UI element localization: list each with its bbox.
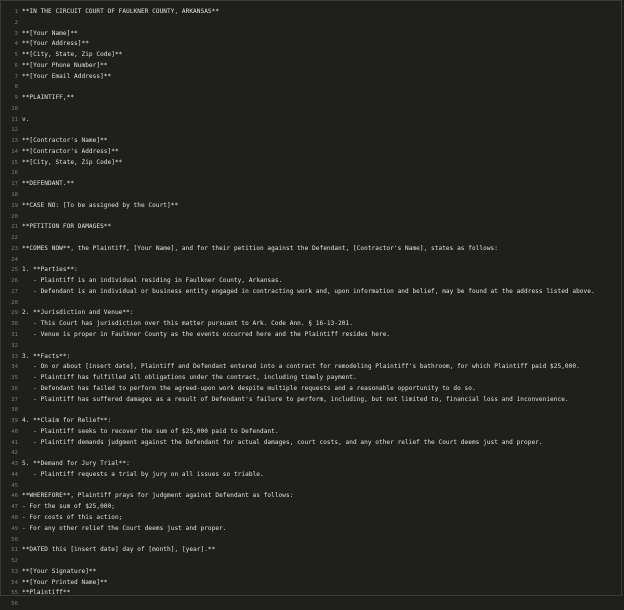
- code-line[interactable]: [1, 212, 621, 223]
- code-line[interactable]: [1, 93, 621, 104]
- line-number: 8: [14, 84, 18, 91]
- line-number: 16: [11, 170, 18, 177]
- line-number: 7: [14, 73, 18, 80]
- line-number: 36: [11, 385, 18, 392]
- line-number: 10: [11, 105, 18, 112]
- line-text[interactable]: **[Your Phone Number]**: [22, 61, 108, 69]
- line-text[interactable]: **DEFENDANT.**: [22, 180, 75, 188]
- line-number: 18: [11, 192, 18, 199]
- line-number: 26: [11, 278, 18, 285]
- line-text[interactable]: **[Your Email Address]**: [22, 72, 112, 80]
- code-line[interactable]: [1, 459, 621, 470]
- line-text[interactable]: 4. **Claim for Relief**:: [22, 417, 112, 425]
- code-line[interactable]: [1, 556, 621, 567]
- line-text[interactable]: **[Your Signature]**: [22, 567, 97, 575]
- line-text[interactable]: **PLAINTIFF,**: [22, 94, 75, 102]
- code-line[interactable]: [1, 72, 621, 83]
- code-line[interactable]: [1, 524, 621, 535]
- line-number: 4: [14, 41, 18, 48]
- code-line[interactable]: [1, 190, 621, 201]
- line-text[interactable]: **COMES NOW**, the Plaintiff, [Your Name], and for their petition against the Defendant, [Contractor's Name], states as follows:: [22, 244, 498, 252]
- line-number: 19: [11, 202, 18, 209]
- code-line[interactable]: [1, 50, 621, 61]
- code-line[interactable]: [1, 535, 621, 546]
- code-line[interactable]: [1, 513, 621, 524]
- line-number: 23: [11, 245, 18, 252]
- line-text[interactable]: - On or about [insert date], Plaintiff and Defendant entered into a contract for remodeling Plaintiff's bathroom, for which Plaintiff paid $25,000.: [22, 363, 580, 371]
- line-number: 12: [11, 127, 18, 134]
- line-text[interactable]: - Plaintiff requests a trial by jury on all issues so triable.: [22, 470, 264, 478]
- line-text[interactable]: **Plaintiff**: [22, 589, 71, 597]
- line-number: 50: [11, 536, 18, 543]
- line-number: 31: [11, 331, 18, 338]
- line-text[interactable]: **[Your Address]**: [22, 40, 89, 48]
- code-line[interactable]: [1, 448, 621, 459]
- code-line[interactable]: [1, 104, 621, 115]
- code-line[interactable]: [1, 147, 621, 158]
- code-line[interactable]: [1, 61, 621, 72]
- line-number: 15: [11, 159, 18, 166]
- line-number: 13: [11, 138, 18, 145]
- code-line[interactable]: [1, 405, 621, 416]
- line-text[interactable]: 2. **Jurisdiction and Venue**:: [22, 309, 134, 317]
- line-number: 45: [11, 482, 18, 489]
- code-line[interactable]: [1, 341, 621, 352]
- line-text[interactable]: 1. **Parties**:: [22, 266, 78, 274]
- code-line[interactable]: [1, 599, 621, 610]
- line-number: 27: [11, 288, 18, 295]
- line-text[interactable]: - This Court has jurisdiction over this matter pursuant to Ark. Code Ann. § 16-13-201.: [22, 320, 353, 328]
- line-number: 33: [11, 353, 18, 360]
- line-text[interactable]: - Plaintiff has fulfilled all obligations under the contract, including timely payment.: [22, 374, 357, 382]
- code-line[interactable]: [1, 588, 621, 599]
- line-number: 5: [14, 52, 18, 59]
- code-line[interactable]: [1, 158, 621, 169]
- code-line[interactable]: [1, 179, 621, 190]
- line-text[interactable]: **[Contractor's Address]**: [22, 147, 119, 155]
- code-line[interactable]: [1, 491, 621, 502]
- line-number: 40: [11, 428, 18, 435]
- line-number: 46: [11, 493, 18, 500]
- line-number: 41: [11, 439, 18, 446]
- code-line[interactable]: [1, 233, 621, 244]
- line-text[interactable]: 3. **Facts**:: [22, 352, 71, 360]
- line-text[interactable]: - Plaintiff is an individual residing in Faulkner County, Arkansas.: [22, 277, 283, 285]
- line-text[interactable]: - Venue is proper in Faulkner County as the events occurred here and the Plaintiff resides here.: [22, 330, 391, 338]
- line-number: 22: [11, 235, 18, 242]
- line-number: 28: [11, 299, 18, 306]
- code-line[interactable]: [1, 29, 621, 40]
- line-number: 47: [11, 504, 18, 511]
- line-number: 56: [11, 601, 18, 608]
- line-text[interactable]: - For any other relief the Court deems just and proper.: [22, 524, 227, 532]
- line-number: 43: [11, 461, 18, 468]
- line-text[interactable]: **[City, State, Zip Code]**: [22, 51, 123, 59]
- code-line[interactable]: [1, 373, 621, 384]
- code-line[interactable]: [1, 244, 621, 255]
- line-text[interactable]: **[Your Name]**: [22, 29, 78, 37]
- line-number: 3: [14, 30, 18, 37]
- line-number: 55: [11, 590, 18, 597]
- line-number: 39: [11, 418, 18, 425]
- code-line[interactable]: [1, 136, 621, 147]
- code-line[interactable]: [1, 201, 621, 212]
- line-number: 24: [11, 256, 18, 263]
- line-text[interactable]: - For the sum of $25,000;: [22, 503, 115, 511]
- line-number: 42: [11, 450, 18, 457]
- line-text[interactable]: 5. **Demand for Jury Trial**:: [22, 460, 130, 468]
- code-line[interactable]: [1, 276, 621, 287]
- code-line[interactable]: [1, 330, 621, 341]
- line-number: 51: [11, 547, 18, 554]
- code-line[interactable]: [1, 298, 621, 309]
- code-line[interactable]: [1, 470, 621, 481]
- code-line[interactable]: [1, 352, 621, 363]
- code-line[interactable]: [1, 395, 621, 406]
- code-line[interactable]: [1, 18, 621, 29]
- line-text[interactable]: v.: [22, 115, 30, 123]
- line-number: 54: [11, 579, 18, 586]
- code-line[interactable]: [1, 222, 621, 233]
- line-text[interactable]: **[Contractor's Name]**: [22, 137, 108, 145]
- code-line[interactable]: [1, 567, 621, 578]
- code-line[interactable]: [1, 502, 621, 513]
- line-number: 53: [11, 568, 18, 575]
- line-text[interactable]: - Defendant is an individual or business entity engaged in contracting work and, upon information and belief, may be found at the address listed above.: [22, 287, 595, 295]
- code-line[interactable]: [1, 168, 621, 179]
- line-number: 49: [11, 525, 18, 532]
- line-number: 32: [11, 342, 18, 349]
- line-text[interactable]: **CASE NO: [To be assigned by the Court]**: [22, 201, 179, 209]
- code-line[interactable]: [1, 416, 621, 427]
- code-line[interactable]: [1, 438, 621, 449]
- code-line[interactable]: [1, 319, 621, 330]
- line-text[interactable]: - Defendant has failed to perform the agreed-upon work despite multiple requests and a reasonable opportunity to do so.: [22, 384, 476, 392]
- line-number: 20: [11, 213, 18, 220]
- code-line[interactable]: [1, 481, 621, 492]
- code-line[interactable]: [1, 7, 621, 18]
- line-number: 6: [14, 62, 18, 69]
- line-text[interactable]: - Plaintiff demands judgment against the Defendant for actual damages, court costs, and any other relief the Court deems just and proper.: [22, 438, 543, 446]
- line-number: 30: [11, 321, 18, 328]
- line-number: 44: [11, 471, 18, 478]
- line-number: 25: [11, 267, 18, 274]
- code-line[interactable]: [1, 125, 621, 136]
- line-number: 2: [14, 19, 18, 26]
- code-line[interactable]: [1, 308, 621, 319]
- line-text[interactable]: **[Your Printed Name]**: [22, 578, 108, 586]
- code-line[interactable]: [1, 578, 621, 589]
- line-number: 11: [11, 116, 18, 123]
- line-number: 17: [11, 181, 18, 188]
- line-number: 38: [11, 407, 18, 414]
- line-text[interactable]: **IN THE CIRCUIT COURT OF FAULKNER COUNTY, ARKANSAS**: [22, 8, 220, 15]
- line-number: 34: [11, 364, 18, 371]
- line-number: 29: [11, 310, 18, 317]
- line-text[interactable]: - Plaintiff seeks to recover the sum of $25,000 paid to Defendant.: [22, 427, 279, 435]
- line-text[interactable]: **DATED this [insert date] day of [month], [year].**: [22, 546, 216, 554]
- code-line[interactable]: [1, 115, 621, 126]
- line-number: 14: [11, 148, 18, 155]
- code-line[interactable]: [1, 255, 621, 266]
- line-text[interactable]: - For costs of this action;: [22, 513, 123, 521]
- code-line[interactable]: [1, 39, 621, 50]
- code-line[interactable]: [1, 427, 621, 438]
- line-number: 37: [11, 396, 18, 403]
- line-number: 35: [11, 375, 18, 382]
- line-text[interactable]: **[City, State, Zip Code]**: [22, 158, 123, 166]
- line-text[interactable]: **PETITION FOR DAMAGES**: [22, 223, 112, 231]
- code-line[interactable]: [1, 287, 621, 298]
- code-line[interactable]: [1, 384, 621, 395]
- line-text[interactable]: **WHEREFORE**, Plaintiff prays for judgment against Defendant as follows:: [22, 492, 294, 500]
- line-number: 21: [11, 224, 18, 231]
- line-number: 1: [14, 9, 18, 15]
- line-number: 48: [11, 514, 18, 521]
- code-line[interactable]: [1, 545, 621, 556]
- line-text[interactable]: - Plaintiff has suffered damages as a result of Defendant's failure to perform, including, but not limited to, financial loss and inconvenience.: [22, 395, 569, 403]
- code-line[interactable]: [1, 362, 621, 373]
- line-number: 52: [11, 558, 18, 565]
- line-number: 9: [14, 95, 18, 102]
- code-line[interactable]: [1, 265, 621, 276]
- code-line[interactable]: [1, 82, 621, 93]
